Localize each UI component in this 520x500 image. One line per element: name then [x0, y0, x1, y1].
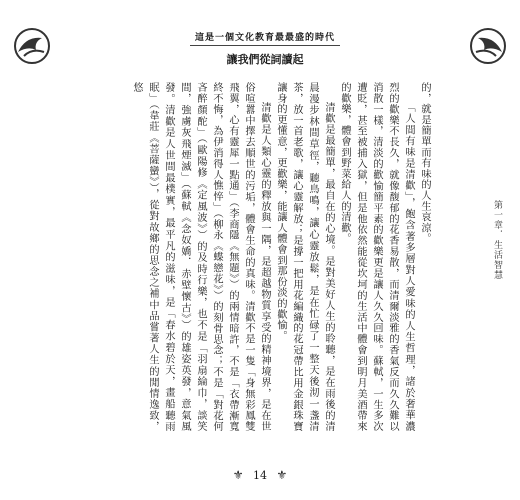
banner-title: 這是一個文化教育最最盛的時代 — [190, 30, 340, 46]
paragraph: 清歡是人類心靈的釋放與一隅，是超越物質享受的精神境界，是在世俗喧囂中擇去順世的污垢，體會生命的真味。清歡不是一隻「身無彩鳳雙飛翼，心有靈犀一點通」（李商隱《無題》）的兩情暗許，不是「衣帶漸寬終不悔，為伊消得人憔悴」（柳永《蝶戀花》）的刻骨思念；不是「對花何吝醉顏酡」（歐陽修《定風波》）的及時行樂，也不是「羽扇綸巾，談笑間，強虜灰飛煙滅」（蘇軾《念奴嬌．赤壁懷古》）的雄姿英發，意氣風發。清歡是人世間最樸實，最平凡的滋味，是「春水碧於天，畫船聽雨眠」（韋莊《菩薩蠻》），從對故鄉的思念之補中品嘗著人生的閒情逸致，悠 — [131, 82, 270, 432]
paragraph: 的，就是簡單而有味的人生哀涼。 — [419, 82, 430, 244]
body-text — [62, 82, 432, 432]
fleur-de-lis-icon: ⚜ — [232, 468, 244, 482]
page-number: 14 — [253, 469, 267, 482]
fleur-de-lis-icon: ⚜ — [276, 468, 288, 482]
paragraph: 「人間有味是清歡」，飽含著多層對人愛味的人生哲理，諸於奢華濃烈的歡樂不長久，就像馥郁的花香易散，而清爾淡雅的香氣反而久久難以消散一樣，清淡的歡愉簡平素的歡樂更是讓人久久回味。蘇軾，一生多次遭貶，甚至被捕入獄，但是他依然能從坎坷的生活中體會到明月美酒帶來的歡樂，體會到野菜給人的清歡。 — [339, 82, 414, 432]
left-corner-ornament-icon — [12, 26, 52, 66]
right-corner-ornament-icon — [468, 26, 508, 66]
chapter-label: 第一章．生活智慧 — [492, 200, 502, 280]
page-footer — [0, 468, 520, 482]
banner-subtitle: 讓我們從詞讀起 — [226, 53, 304, 66]
header-banner — [190, 30, 340, 74]
paragraph: 清歡是最簡單，最自在的心境。是對美好人生的聆聽，是在雨後的清晨漫步林間草徑，聽鳥鳴，讓心靈放鬆，是在忙碌了一整天後沏一盞清茶，放一首老歌，讓心靈解放；是撐一把用花編織的花冠帶比用金銀珠寶讓身的更懂意，更歡樂，能讓人體會到那份淡的歡愉。 — [275, 82, 334, 432]
